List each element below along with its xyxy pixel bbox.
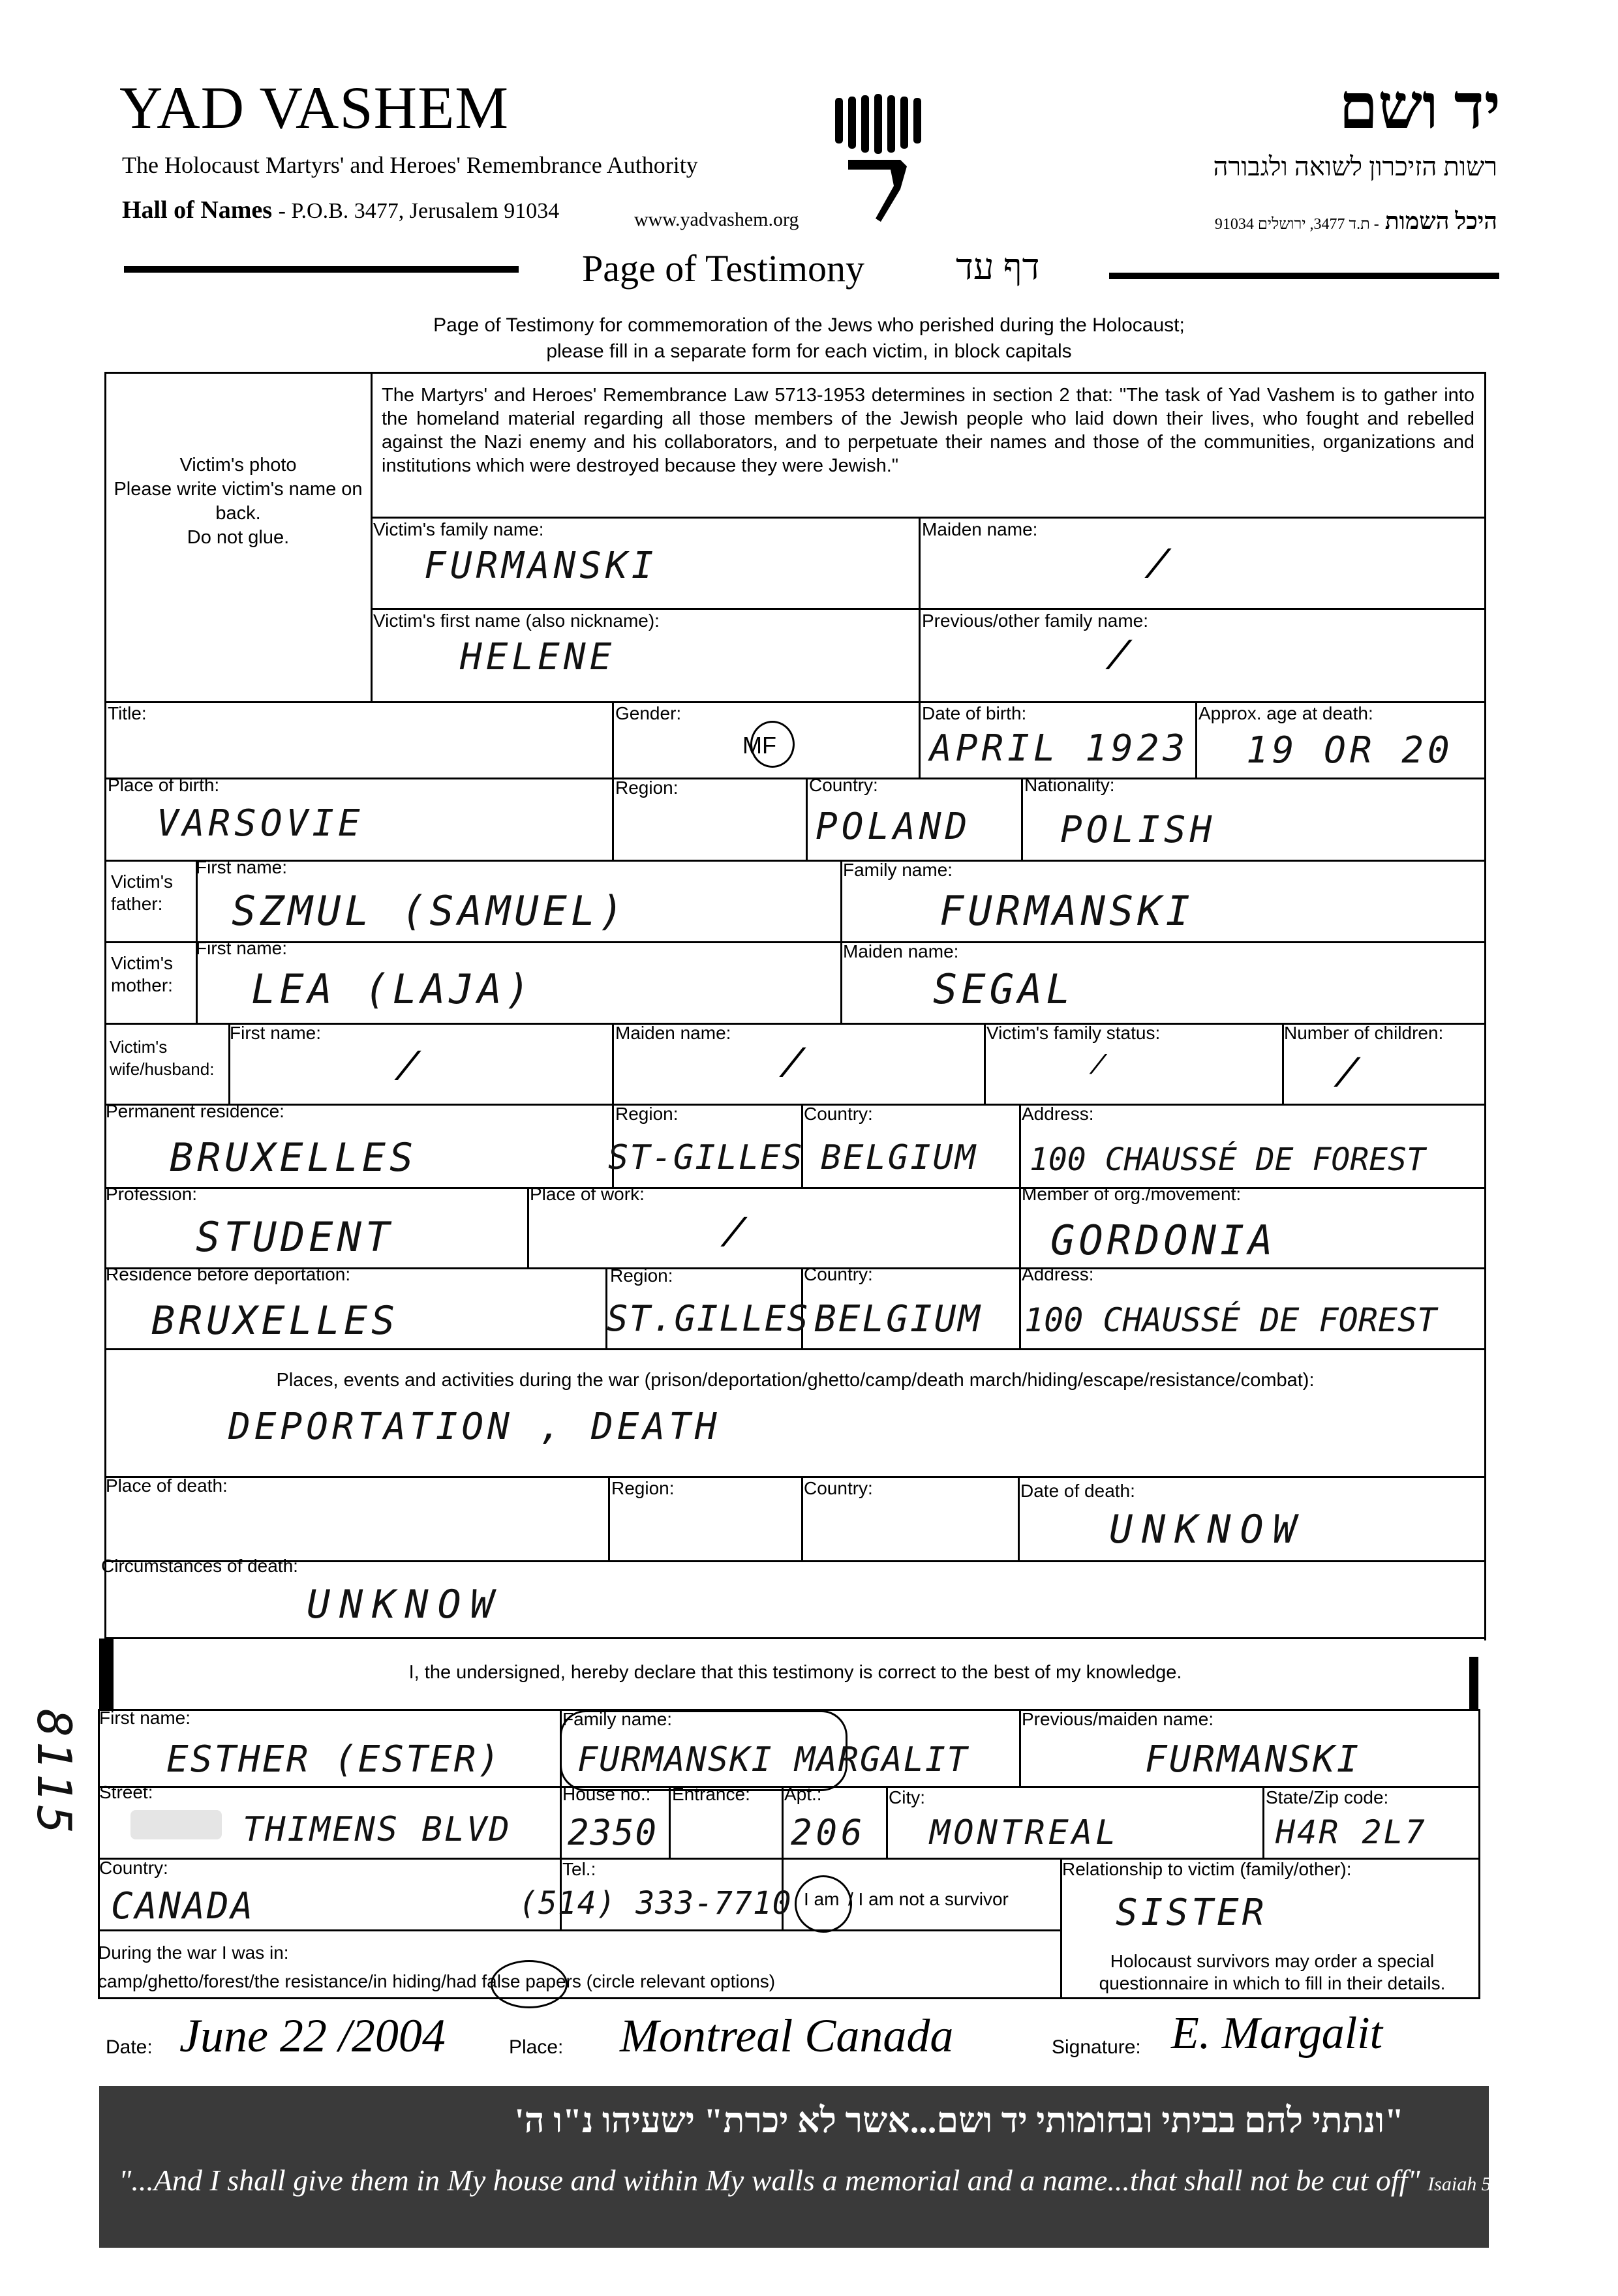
label-entrance: Entrance: — [672, 1784, 750, 1804]
col-line-gender — [612, 701, 614, 779]
label-children: Number of children: — [1284, 1023, 1444, 1043]
hall-address-he: - ת.ד 3477, ירושלים 91034 — [1214, 216, 1379, 233]
label-dob: Date of birth: — [922, 703, 1027, 723]
value-city: MONTREAL — [930, 1813, 1120, 1852]
questionnaire-note: Holocaust survivors may order a special questionnaire in which to fill in their details. — [1099, 1951, 1446, 1993]
label-sub-country: Country: — [99, 1858, 168, 1878]
sub-border-right — [1478, 1709, 1480, 1999]
org-name-he: יד ושם — [1339, 72, 1501, 142]
value-circumstances: UNKNOW — [307, 1582, 503, 1627]
label-date-death: Date of death: — [1020, 1481, 1135, 1501]
col-line-nationality — [1021, 778, 1023, 861]
value-date: June 22 /2004 — [179, 2010, 446, 2062]
label-father-first: First name: — [196, 857, 288, 877]
form-border-left — [104, 372, 106, 1640]
row-line-14 — [104, 1637, 1486, 1639]
label-maiden-name: Maiden name: — [922, 519, 1038, 539]
gender-circle — [750, 721, 795, 768]
dash-prev-family: ⁄ — [1116, 633, 1123, 678]
col-line-apt — [782, 1786, 784, 1858]
value-dep-address: 100 CHAUSSÉ DE FOREST — [1024, 1301, 1437, 1339]
label-father-family: Family name: — [843, 860, 953, 880]
col-line-perm-address — [1019, 1104, 1021, 1188]
value-street: THIMENS BLVD — [243, 1810, 511, 1849]
label-dep-region: Region: — [610, 1265, 673, 1286]
value-apt: 206 — [791, 1812, 866, 1853]
label-mother-first: First name: — [196, 938, 288, 958]
value-perm-city: BRUXELLES — [170, 1135, 418, 1181]
label-sub-first: First name: — [99, 1708, 191, 1728]
footer-quote-en-text: "...And I shall give them in My house and within My walls a memorial and a name...that shall not be cut off" — [119, 2164, 1420, 2197]
label-spouse: Victim's wife/husband: — [110, 1037, 215, 1079]
survivor-am: I am — [804, 1889, 840, 1909]
value-zip: H4R 2L7 — [1275, 1813, 1427, 1851]
col-line-family-status — [984, 1023, 986, 1104]
row-line-8 — [104, 1104, 1486, 1106]
intro-line-2: please fill in a separate form for each victim, in block capitals — [546, 340, 1072, 362]
col-line-dep-address — [1019, 1267, 1021, 1349]
title-rule-right — [1109, 273, 1499, 279]
value-dob: APRIL 1923 — [930, 727, 1189, 770]
value-first-name: HELENE — [460, 636, 616, 678]
hiding-circle — [491, 1960, 568, 2008]
value-dep-country: BELGIUM — [814, 1298, 983, 1340]
col-line-sub-prev — [1019, 1709, 1021, 1787]
label-perm-address: Address: — [1022, 1104, 1094, 1124]
label-death-country: Country: — [804, 1478, 873, 1498]
label-place-death: Place of death: — [106, 1475, 228, 1496]
label-pob-region: Region: — [615, 778, 679, 798]
declaration-text: I, the undersigned, hereby declare that this testimony is correct to the best of my knowledge. — [408, 1662, 1182, 1683]
value-places: DEPORTATION , DEATH — [228, 1406, 721, 1448]
page-title-he: דף עד — [956, 247, 1040, 288]
value-profession: STUDENT — [196, 1213, 394, 1261]
org-name-en: YAD VASHEM — [119, 74, 510, 141]
label-dep-country: Country: — [804, 1264, 873, 1284]
col-line-age — [1195, 701, 1197, 779]
label-age: Approx. age at death: — [1198, 703, 1373, 723]
col-line-death-country — [801, 1476, 803, 1561]
footer-quote-en — [119, 2163, 1518, 2198]
value-member: GORDONIA — [1050, 1216, 1277, 1264]
label-profession: Profession: — [106, 1184, 198, 1204]
label-spouse-maiden: Maiden name: — [615, 1023, 731, 1043]
dash-children: ⁄ — [1344, 1050, 1351, 1096]
value-perm-address: 100 CHAUSSÉ DE FOREST — [1030, 1141, 1426, 1178]
label-zip: State/Zip code: — [1266, 1787, 1389, 1807]
label-street: Street: — [99, 1782, 153, 1802]
value-sub-prev: FURMANSKI — [1145, 1738, 1361, 1781]
label-during-war: During the war I was in: — [98, 1942, 289, 1963]
label-pob-country: Country: — [809, 775, 878, 795]
value-dep-city: BRUXELLES — [151, 1298, 399, 1344]
label-work-place: Place of work: — [530, 1184, 645, 1204]
col-line-zip — [1262, 1786, 1264, 1858]
label-mother: Victim's mother: — [111, 953, 174, 995]
value-mother-first: LEA (LAJA) — [251, 965, 534, 1013]
dash-family-status: ⁄ — [1096, 1050, 1101, 1080]
sub-row-line-5 — [98, 1997, 1480, 1999]
value-mother-maiden: SEGAL — [933, 965, 1075, 1013]
label-places: Places, events and activities during the war (prison/deportation/ghetto/camp/death march/hiding/escape/resistance/combat): — [276, 1370, 1315, 1391]
label-title: Title: — [108, 703, 147, 723]
authority-he: רשות הזיכרון לשואה ולגבורה — [1213, 152, 1497, 181]
value-tel: (514) 333-7710 — [519, 1885, 792, 1922]
label-father: Victim's father: — [111, 871, 174, 914]
value-sub-first: ESTHER (ESTER) — [166, 1738, 502, 1781]
label-house: House no.: — [562, 1784, 651, 1804]
label-pob: Place of birth: — [108, 775, 220, 795]
value-perm-country: BELGIUM — [821, 1138, 978, 1177]
row-line-6 — [104, 941, 1486, 943]
sub-row-line-4 — [98, 1929, 1062, 1931]
dash-maiden: ⁄ — [1155, 541, 1162, 587]
row-line-11 — [104, 1348, 1486, 1350]
label-sub-family: Family name: — [562, 1709, 673, 1729]
col-line-death-date — [1018, 1476, 1020, 1561]
label-nationality: Nationality: — [1024, 775, 1115, 795]
menorah-logo — [829, 91, 926, 228]
value-dep-region: ST.GILLES — [607, 1298, 810, 1339]
label-dep-address: Address: — [1022, 1264, 1094, 1284]
label-mother-maiden: Maiden name: — [843, 941, 959, 961]
photo-box-instructions: Victim's photo Please write victim's name on back. Do not glue. — [114, 455, 363, 548]
hall-address: - P.O.B. 3477, Jerusalem 91034 — [278, 199, 560, 223]
label-tel: Tel.: — [562, 1859, 596, 1879]
label-apt: Apt.: — [784, 1784, 822, 1804]
footer-quote-ref: Isaiah 56:5 — [1427, 2173, 1518, 2195]
value-pob-country: POLAND — [816, 806, 971, 848]
col-line-city — [886, 1786, 888, 1858]
col-line-pob-country — [806, 778, 808, 861]
hall-of-names — [122, 196, 559, 224]
label-res-before: Residence before deportation: — [106, 1264, 351, 1284]
value-signature: E. Margalit — [1171, 2008, 1383, 2059]
col-line-member — [1019, 1187, 1021, 1269]
row-line-2 — [371, 608, 1486, 610]
col-line-spouse-maiden — [612, 1023, 614, 1104]
label-place: Place: — [509, 2036, 564, 2058]
label-relationship: Relationship to victim (family/other): — [1062, 1859, 1352, 1879]
hall-label-he: היכל השמות — [1384, 208, 1497, 234]
label-date: Date: — [106, 2036, 153, 2058]
col-line-work — [527, 1187, 529, 1269]
col-line-pob-region — [612, 778, 614, 861]
website: www.yadvashem.org — [634, 209, 799, 230]
label-city: City: — [889, 1787, 925, 1807]
value-age: 19 OR 20 — [1246, 729, 1454, 772]
title-rule-left — [124, 266, 519, 273]
form-border-right — [1484, 372, 1486, 1640]
row-line-13 — [104, 1560, 1486, 1562]
label-sub-prev: Previous/maiden name: — [1022, 1709, 1214, 1729]
street-number-smudge — [130, 1810, 222, 1839]
value-house: 2350 — [568, 1812, 658, 1853]
footer-quote-he: "ונתתי להם בביתי ובחומותי יד ושם...אשר לא יכרת" ישעיהו נ"ו ה' — [514, 2101, 1404, 2140]
hall-label: Hall of Names — [122, 196, 273, 224]
value-perm-region: ST-GILLES — [608, 1138, 804, 1177]
value-father-first: SZMUL (SAMUEL) — [232, 887, 628, 935]
label-signature: Signature: — [1052, 2036, 1141, 2058]
gender-options: MF — [742, 732, 776, 759]
dash-work-place: ⁄ — [731, 1210, 738, 1256]
value-date-death: UNKNOW — [1109, 1507, 1305, 1552]
label-spouse-first: First name: — [230, 1023, 322, 1043]
dash-spouse-maiden: ⁄ — [789, 1040, 797, 1086]
photo-box-divider — [371, 372, 373, 701]
label-prev-family: Previous/other family name: — [922, 611, 1149, 631]
footer-banner — [99, 2086, 1518, 2248]
label-perm-region: Region: — [615, 1104, 679, 1124]
label-family-name: Victim's family name: — [373, 519, 544, 539]
intro-line-1: Page of Testimony for commemoration of the Jews who perished during the Holocaust; — [433, 314, 1185, 336]
value-sub-country: CANADA — [111, 1885, 255, 1927]
col-line-dob — [919, 701, 921, 779]
label-gender: Gender: — [615, 703, 682, 723]
survivor-not: / I am not a survivor — [848, 1889, 1009, 1909]
value-father-family: FURMANSKI — [939, 887, 1194, 935]
label-family-status: Victim's family status: — [986, 1023, 1161, 1043]
value-sub-family: FURMANSKI MARGALIT — [577, 1740, 969, 1779]
label-circumstances: Circumstances of death: — [101, 1556, 298, 1576]
row-line-1 — [371, 517, 1486, 519]
war-options: camp/ghetto/forest/the resistance/in hiding/had false papers (circle relevant options) — [98, 1971, 776, 1991]
dash-spouse-first: ⁄ — [404, 1044, 412, 1089]
authority-en: The Holocaust Martyrs' and Heroes' Remembrance Authority — [122, 152, 698, 178]
value-nationality: POLISH — [1060, 809, 1216, 851]
hall-of-names-he — [1215, 207, 1497, 235]
value-pob: VARSOVIE — [157, 802, 364, 845]
row-line-12 — [104, 1476, 1486, 1478]
label-death-region: Region: — [611, 1478, 675, 1498]
col-line-death-region — [608, 1476, 610, 1561]
row-line-9 — [104, 1187, 1486, 1189]
side-number: 8115 — [27, 1709, 82, 1838]
label-perm-country: Country: — [804, 1104, 873, 1124]
value-place: Montreal Canada — [620, 2010, 954, 2062]
label-member: Member of org./movement: — [1022, 1184, 1242, 1204]
form-border-top — [104, 372, 1486, 374]
value-family-name: FURMANSKI — [424, 545, 658, 587]
row-line-5 — [104, 860, 1486, 862]
page-title: Page of Testimony — [582, 247, 865, 290]
law-text: The Martyrs' and Heroes' Remembrance Law 5713-1953 determines in section 2 that: "The task of Yad Vashem is to gather into the homeland material regarding all those members of the Jewish people who laid down their lives, who fought and rebelled against the Nazi enemy and his collaborators, and to perpetuate their names and those of the communities, organizations and institutions which were destroyed because they were Jewish." — [382, 385, 1474, 476]
value-relationship: SISTER — [1116, 1892, 1268, 1934]
row-line-4 — [104, 778, 1486, 779]
col-line-house — [560, 1786, 562, 1858]
label-first-name: Victim's first name (also nickname): — [373, 611, 660, 631]
col-line-entrance — [669, 1786, 671, 1858]
label-perm-res: Permanent residence: — [106, 1101, 284, 1121]
